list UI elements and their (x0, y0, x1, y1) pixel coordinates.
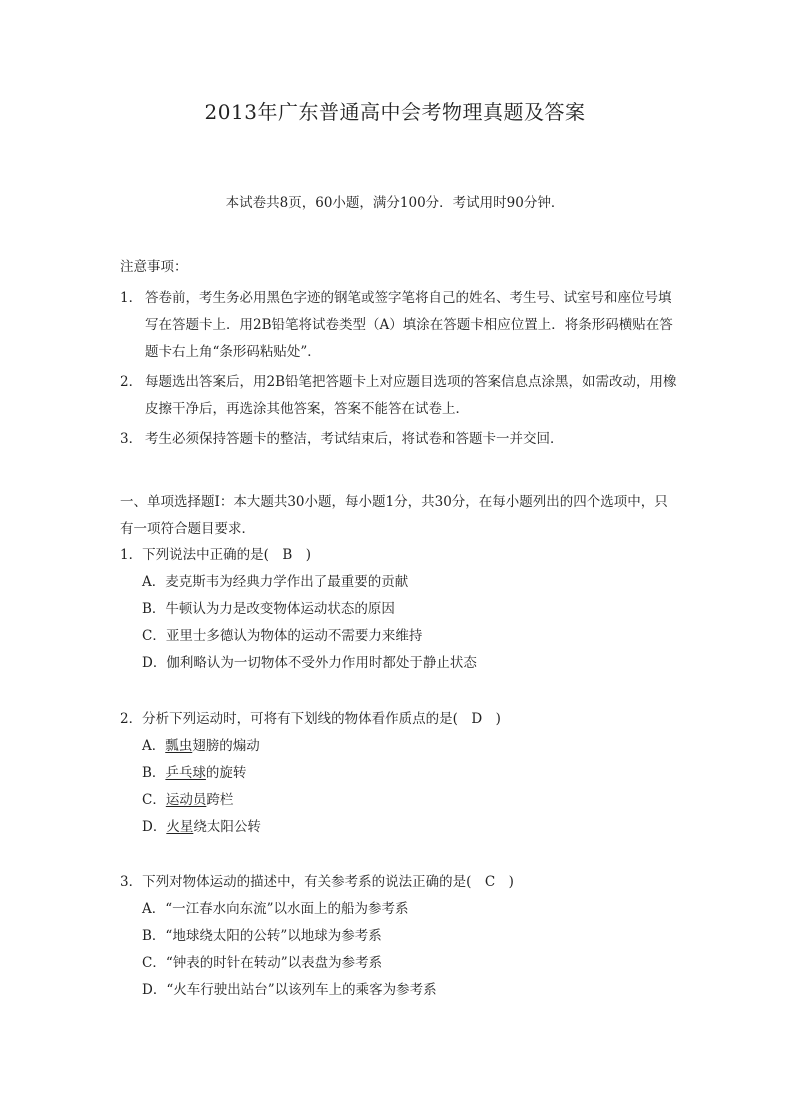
option-prefix: D． (142, 819, 167, 835)
option-d (120, 814, 680, 841)
option-rest: 跨栏 (206, 792, 234, 808)
question-1 (120, 542, 680, 677)
option-c: C．“钟表的时针在转动”以表盘为参考系 (142, 955, 383, 971)
option-prefix: A． (142, 738, 166, 754)
underlined-object: 运动员 (165, 792, 207, 808)
option-rest: 翅膀的煽动 (192, 738, 260, 754)
note-text: 考生必须保持答题卡的整洁，考试结束后，将试卷和答题卡一并交回． (145, 431, 564, 447)
note-text: 答卷前，考生务必用黑色字迹的钢笔或签字笔将自己的姓名、考生号、试室号和座位号填写在答题卡上．用2B铅笔将试卷类型（A）填涂在答题卡相应位置上．将条形码横贴在答题卡右上角“条形码粘贴处”． (145, 290, 673, 360)
notes-list (120, 285, 680, 456)
question-stem: 1．下列说法中正确的是( B ) (120, 547, 312, 563)
exam-info: 本试卷共8页，60小题，满分100分．考试用时90分钟． (225, 195, 565, 211)
option-a (120, 733, 680, 760)
question-stem: 3．下列对物体运动的描述中，有关参考系的说法正确的是( C ) (120, 874, 514, 890)
page-title: 2013年广东普通高中会考物理真题及答案 (204, 100, 586, 124)
option-prefix: C． (142, 792, 166, 808)
section-heading: 一、单项选择题Ⅰ：本大题共30小题，每小题1分，共30分，在每小题列出的四个选项中，只有一项符合题目要求． (120, 494, 668, 537)
option-rest: 绕太阳公转 (193, 819, 261, 835)
option-d: D．“火车行驶出站台”以该列车上的乘客为参考系 (142, 982, 437, 998)
underlined-object: 乒乓球 (165, 765, 206, 781)
option-d: D．伽利略认为一切物体不受外力作用时都处于静止状态 (142, 655, 477, 671)
option-b: B．“地球绕太阳的公转”以地球为参考系 (142, 928, 382, 944)
underlined-object: 瓢虫 (165, 738, 193, 754)
question-2 (120, 706, 680, 841)
note-item (120, 426, 680, 453)
option-c: C．亚里士多德认为物体的运动不需要力来维持 (142, 628, 423, 644)
option-c (120, 787, 680, 814)
option-a: A．“一江春水向东流”以水面上的船为参考系 (142, 901, 409, 917)
note-number: 1． (120, 290, 143, 306)
option-rest: 的旋转 (205, 765, 247, 781)
note-item (120, 369, 680, 423)
notes-heading: 注意事项： (120, 259, 188, 275)
option-a: A．麦克斯韦为经典力学作出了最重要的贡献 (142, 574, 409, 590)
note-number: 2． (120, 374, 143, 390)
note-text: 每题选出答案后，用2B铅笔把答题卡上对应题目选项的答案信息点涂黑，如需改动，用橡皮擦干净后，再选涂其他答案，答案不能答在试卷上． (145, 374, 677, 417)
option-b (120, 760, 680, 787)
question-stem: 2．分析下列运动时，可将有下划线的物体看作质点的是( D ) (120, 711, 501, 727)
question-3 (120, 869, 680, 1004)
underlined-object: 火星 (166, 819, 194, 835)
note-number: 3． (120, 431, 143, 447)
option-prefix: B． (142, 765, 166, 781)
option-b: B．牛顿认为力是改变物体运动状态的原因 (142, 601, 395, 617)
note-item (120, 285, 680, 366)
